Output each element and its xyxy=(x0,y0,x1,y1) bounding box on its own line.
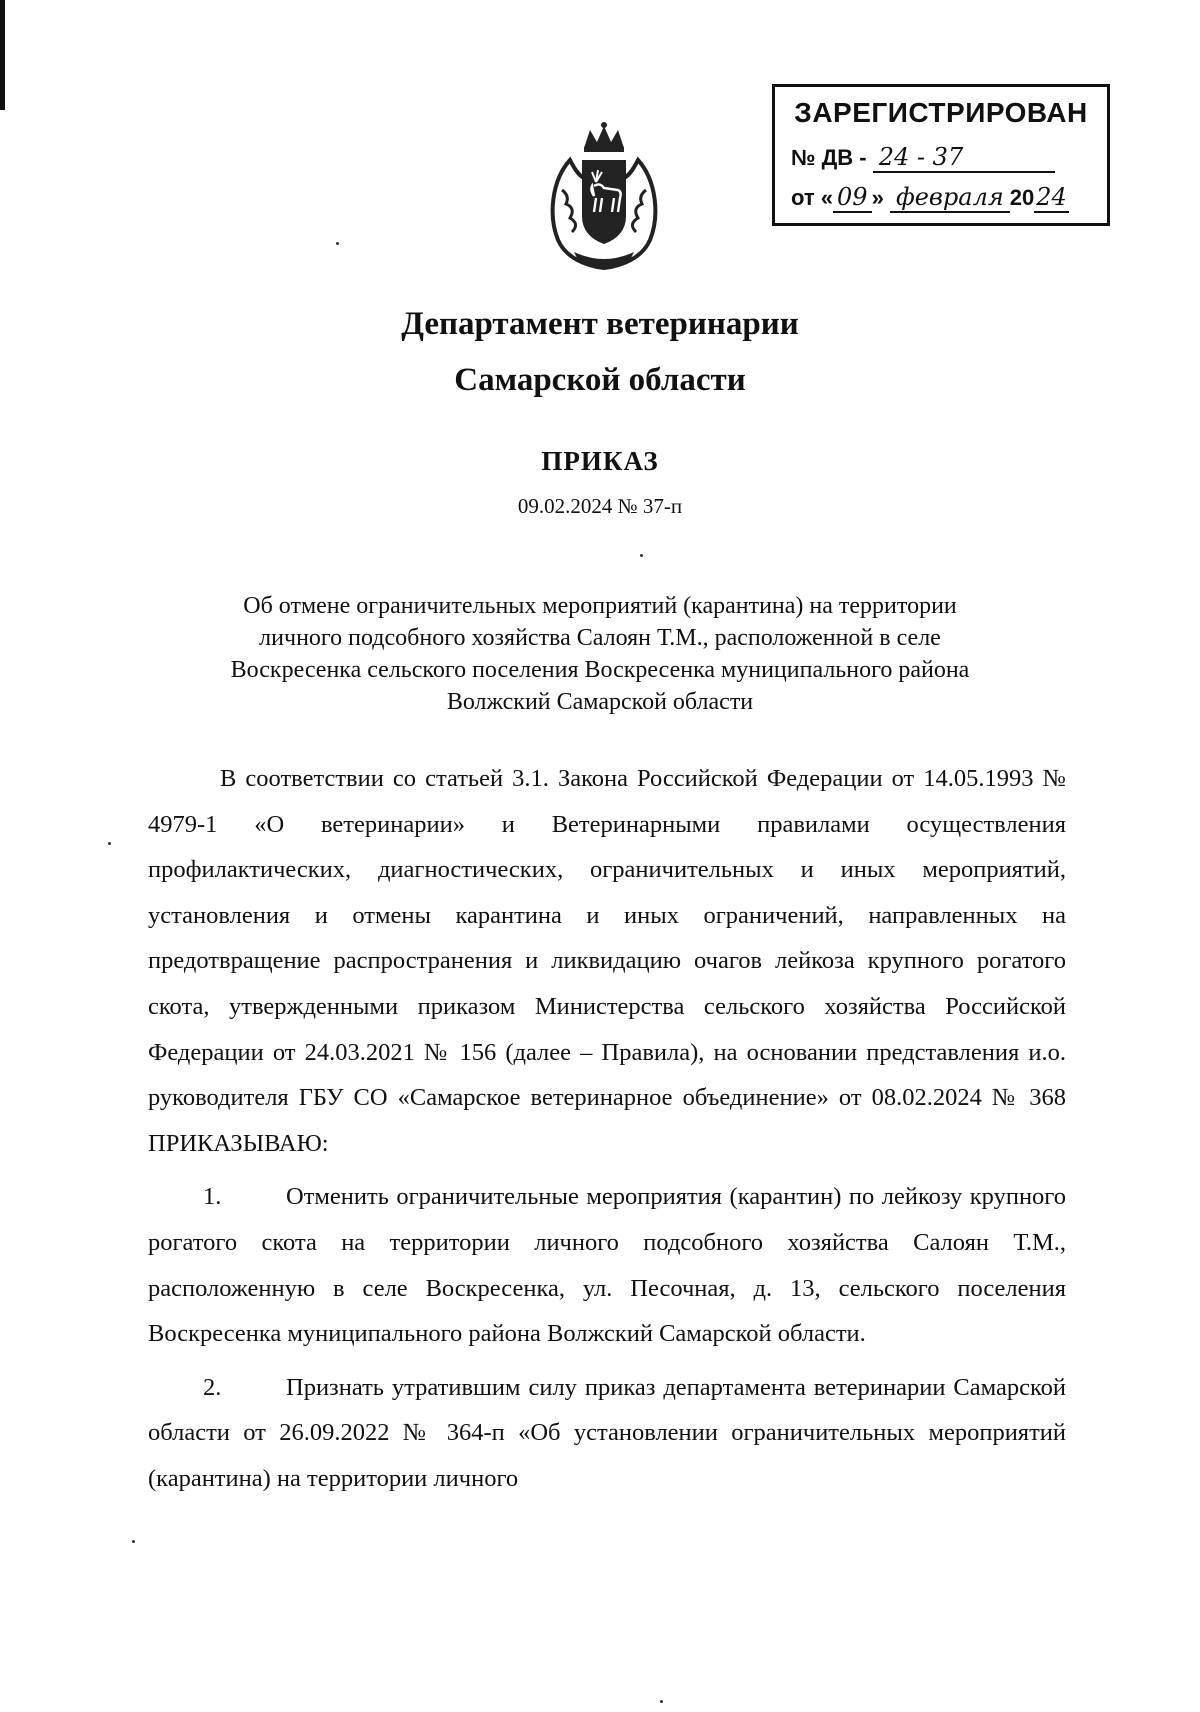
scan-edge-mark xyxy=(0,0,5,110)
registration-stamp xyxy=(772,84,1110,226)
scan-speck xyxy=(108,842,111,845)
document-date-number: 09.02.2024 № 37-п xyxy=(517,494,683,518)
stamp-number-value: 24 - 37 xyxy=(873,143,1055,173)
subject-line: Воскресенка сельского поселения Воскресенка муниципального района xyxy=(230,657,970,683)
stamp-number-line xyxy=(791,143,1055,173)
subject-line: личного подсобного хозяйства Салоян Т.М., расположенной в селе xyxy=(259,625,941,651)
stamp-date-year-suffix: 24 xyxy=(1036,183,1067,211)
stamp-date-month: февраля xyxy=(890,183,1010,213)
stamp-date-year-prefix: 20 xyxy=(1009,185,1035,210)
item-text: Отменить ограничительные мероприятия (карантин) по лейкозу крупного рогатого скота на территории личного подсобного хозяйства Салоян Т.М., расположенную в селе Воскресенка, ул. Песочная, д. 13, сельского поселения Воскресенка муниципального района Волжский Самарской области. xyxy=(148,1183,1066,1348)
org-name-line1: Департамент ветеринарии xyxy=(401,306,799,342)
coat-of-arms-samara-icon xyxy=(540,120,668,270)
subject-line: Волжский Самарской области xyxy=(446,689,754,715)
stamp-date-mid: » xyxy=(871,185,884,210)
scan-speck xyxy=(660,1700,663,1703)
scan-speck xyxy=(336,242,339,245)
item-number: 1. xyxy=(203,1183,222,1211)
order-item-1 xyxy=(148,1174,1066,1356)
item-text: Признать утратившим силу приказ департамента ветеринарии Самарской области от 26.09.2022 № 364-п «Об установлении ограничительных мероприятий (карантина) на территории личного xyxy=(148,1373,1066,1492)
document-type: ПРИКАЗ xyxy=(541,446,659,476)
stamp-date-day: 09 xyxy=(833,183,872,213)
stamp-date-prefix: от « xyxy=(791,185,834,210)
stamp-number-label: № ДВ - xyxy=(791,145,867,170)
document-body xyxy=(148,756,1066,1502)
document-subject xyxy=(0,590,1200,718)
preamble-paragraph: В соответствии со статьей 3.1. Закона Российской Федерации от 14.05.1993 № 4979-1 «О ветеринарии» и Ветеринарными правилами осуществления профилактических, диагностических, ограничительных и иных мероприятий, установления и отмены карантина и иных ограничений, направленных на предотвращение распространения и ликвидацию очагов лейкоза крупного рогатого скота, утвержденными приказом Министерства сельского хозяйства Российской Федерации от 24.03.2021 № 156 (далее – Правила), на основании представления и.о. руководителя ГБУ СО «Самарское ветеринарное объединение» от 08.02.2024 № 368 ПРИКАЗЫВАЮ: xyxy=(148,765,1066,1157)
item-number: 2. xyxy=(203,1373,222,1401)
scan-speck xyxy=(640,554,643,557)
subject-line: Об отмене ограничительных мероприятий (карантина) на территории xyxy=(243,593,957,619)
order-item-2 xyxy=(148,1365,1066,1502)
org-name-line2: Самарской области xyxy=(454,362,746,398)
stamp-title: ЗАРЕГИСТРИРОВАН xyxy=(794,97,1088,128)
stamp-date-line xyxy=(791,183,1069,213)
scan-speck xyxy=(132,1540,135,1543)
